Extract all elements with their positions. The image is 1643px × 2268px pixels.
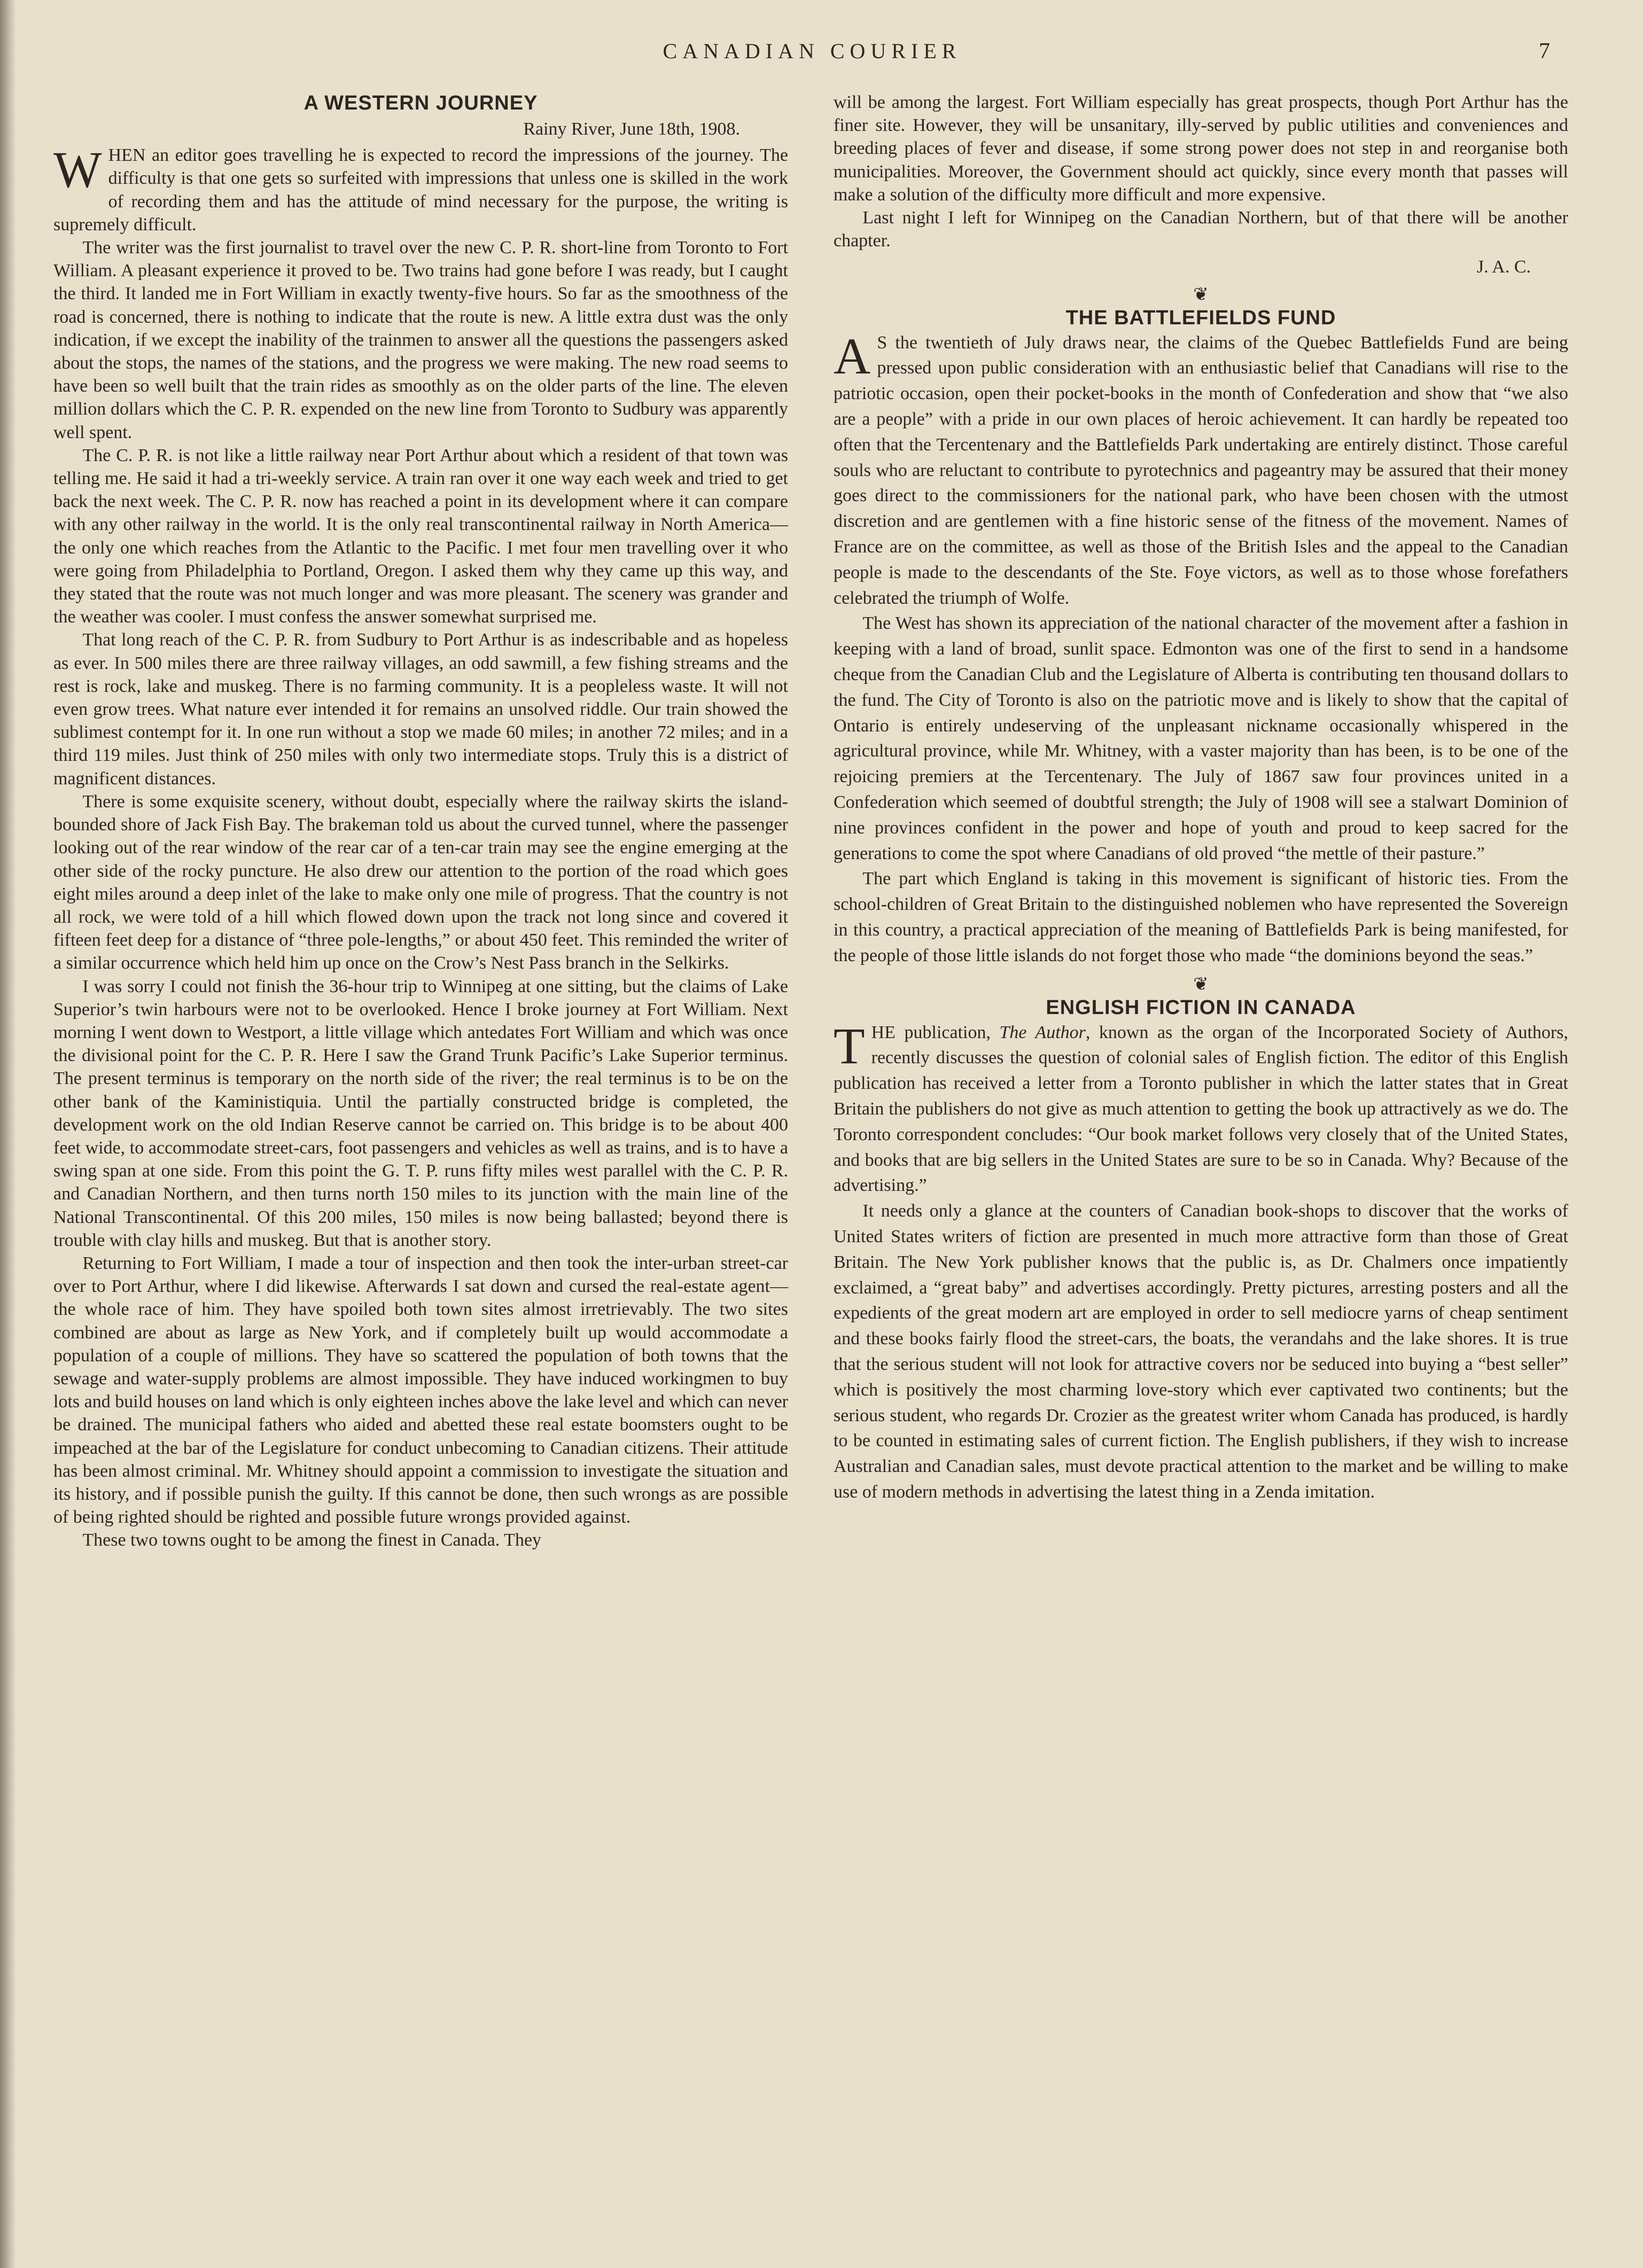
article-body [834,327,1568,969]
ornament-icon: ❦ [1193,974,1209,994]
running-head: CANADIAN COURIER [663,39,962,63]
article-title: THE BATTLEFIELDS FUND [1065,306,1336,329]
paragraph-text: S the twentieth of July draws near, the claims of the Quebec Battlefields Fund are being pressed upon public consideration with an enthusiastic belief that Canadians will rise to the patriotic occasion, open their pocket-books in the month of Confederation and show that “we also are a people” with a pride in our own places of heroic achievement. It can hardly be repeated too often that the Tercentenary and the Battlefields Park undertaking are entirely distinct. Those careful souls who are reluctant to contribute to pyrotechnics and pageantry may be assured that their money goes direct to the commissioners for the national park, who have been chosen with the utmost discretion and are gentlemen with a fine historic sense of the fitness of the movement. Names of France are on the committee, as well as those of the British Isles and the appeal to the Canadian people is made to the descendants of the Ste. Foye victors, as well as to those whose forefathers celebrated the triumph of Wolfe. [834,332,1568,608]
paragraph [834,1017,1568,1199]
paragraph [53,141,788,236]
paragraph: That long reach of the C. P. R. from Sudbury to Port Arthur is as indescribable and as hopeless as ever. In 500 miles there are three railway villages, an odd sawmill, a few fishing streams and the rest is rock, lake and muskeg. There is no farming community. It is a peopleless waste. It will not even grow trees. What nature ever intended it for remains an unsolved riddle. Our train showed the sublimest contempt for it. In one run without a stop we made 60 miles; in another 72 miles; and in a third 119 miles. Just think of 250 miles with only two intermediate stops. Truly this is a district of magnificent distances. [53,630,788,789]
paragraph [834,327,1568,611]
drop-cap: A [834,327,871,385]
left-column [53,91,788,1552]
ornament-icon: ❦ [1193,284,1209,305]
drop-cap: W [53,141,102,199]
paragraph: will be among the largest. Fort William especially has great prospects, though Port Arthur has the finer site. However, they will be unsanitary, illy-served by public utilities and conveniences and breeding places of fever and disease, if some strong power does not step in and reorganise both municipalities. Moreover, the Government should act quickly, since every month that passes will make a solution of the difficulty more difficult and more expensive. [834,92,1568,205]
author-initials: J. A. C. [1476,257,1531,277]
article-title: A WESTERN JOURNEY [303,92,538,114]
publication-name: The Author [999,1022,1086,1042]
paragraph: The West has shown its appreciation of the national character of the movement after a fashion in keeping with a land of broad, sunlit space. Edmonton was one of the first to send in a handsome cheque from the Canadian Club and the Legislature of Alberta is contributing ten thousand dollars to the fund. The City of Toronto is also on the patriotic move and is likely to show that the capital of Ontario is entirely undeserving of the unpleasant nickname occasionally whispered in the agricultural province, while Mr. Whitney, with a vaster majority than has been, is to be one of the rejoicing premiers at the Tercentenary. The July of 1867 saw four provinces united in a Confederation which seemed of doubtful strength; the July of 1908 will see a stalwart Dominion of nine provinces confident in the power and hope of youth and proud to keep sacred for the generations to come the spot where Canadians of old proved “the mettle of their pasture.” [834,613,1568,863]
right-column [834,91,1568,1505]
paragraph-text: HE publication, [871,1022,1000,1042]
paragraph: The writer was the first journalist to travel over the new C. P. R. short-line from Toronto to Fort William. A pleasant experience it proved to be. Two trains had gone before I was ready, but I caught the third. It landed me in Fort William in exactly twenty-five hours. So far as the smoothness of the road is concerned, there is nothing to indicate that the route is new. A little extra dust was the only indication, if we except the inability of the trainmen to answer all the questions the passengers asked about the stops, the names of the stations, and the progress we were making. The new road seems to have been so well built that the train rides as smoothly as on the older parts of the line. The eleven million dollars which the C. P. R. expended on the new line from Toronto to Sudbury was apparently well spent. [53,238,788,442]
article-dateline: Rainy River, June 18th, 1908. [523,119,740,139]
paragraph: It needs only a glance at the counters of Canadian book-shops to discover that the works of United States writers of fiction are presented in much more attractive form than those of Great Britain. The New York publisher knows that the public is, as Dr. Chalmers once impatiently exclaimed, a “great baby” and advertises accordingly. Pretty pictures, arresting posters and all the expedients of the great modern art are employed in order to sell mediocre yarns of cheap sentiment and these books fairly flood the street-cars, the boats, the verandahs and the lake shores. It is true that the serious student will not look for attractive covers nor be seduced into buying a “best seller” which is positively the most charming love-story which ever captivated two continents; but the serious student, who regards Dr. Crozier as the greatest writer whom Canada has produced, is hardly to be counted in estimating sales of current fiction. The English publishers, if they wish to increase Australian and Canadian sales, must devote practical attention to the market and be willing to make use of modern methods in advertising the latest thing in a Zenda imitation. [834,1201,1568,1502]
paragraph: The part which England is taking in this movement is significant of historic ties. From the school-children of Great Britain to the distinguished noblemen who have represented the Sovereign in this country, a practical appreciation of the meaning of Battlefields Park is being manifested, for the people of those little islands do not forget those who made “the dominions beyond the seas.” [834,869,1568,965]
paragraph: These two towns ought to be among the finest in Canada. They [82,1530,542,1550]
drop-cap: T [834,1017,865,1074]
paragraph-text: HEN an editor goes travelling he is expected to record the impressions of the journey. The difficulty is that one gets so surfeited with impressions that unless one is skilled in the work of recording them and has the attitude of mind necessary for the purpose, the writing is supremely difficult. [53,145,788,235]
paragraph: Returning to Fort William, I made a tour of inspection and then took the inter-urban street-car over to Port Arthur, where I did likewise. Afterwards I sat down and cursed the real-estate agent—the whole race of him. They have spoiled both town sites almost irretrievably. The two sites combined are about as large as New York, and if completely built up would accommodate a population of a couple of millions. They have so scattered the population of both towns that the sewage and water-supply problems are almost impossible. They have induced workingmen to buy lots and build houses on land which is only eighteen inches above the lake level and which can never be drained. The municipal fathers who aided and abetted these real estate boomsters ought to be impeached at the bar of the Legislature for conduct unbecoming to Canadian citizens. Their attitude has been almost criminal. Mr. Whitney should appoint a commission to investigate the situation and its history, and if possible punish the guilty. If this cannot be done, then such wrongs as are possible of being righted should be righted and possible future wrongs provided against. [53,1253,788,1527]
article-body [834,1017,1568,1505]
paragraph: There is some exquisite scenery, without doubt, especially where the railway skirts the island-bounded shore of Jack Fish Bay. The brakeman told us about the curved tunnel, where the passenger looking out of the rear window of the rear car of a ten-car train may see the engine emerging at the other side of the rocky puncture. He also drew our attention to the portion of the road which goes eight miles around a deep inlet of the lake to make only one mile of progress. That the country is not all rock, we were told of a hill which flowed down upon the track not long since and covered it fifteen feet deep for a distance of “three pole-lengths,” or about 450 feet. This reminded the writer of a similar occurrence which held him up once on the Crow’s Nest Pass branch in the Selkirks. [53,791,788,973]
paragraph: Last night I left for Winnipeg on the Canadian Northern, but of that there will be another chapter. [834,208,1568,251]
page-number: 7 [1539,39,1550,64]
article-title: ENGLISH FICTION IN CANADA [1046,996,1356,1019]
page-gutter-shadow [0,0,16,2268]
paragraph: I was sorry I could not finish the 36-hour trip to Winnipeg at one sitting, but the claims of Lake Superior’s twin harbours were not to be overlooked. Hence I broke journey at Fort William. Next morning I went down to Westport, a little village which antedates Fort William and which was once the divisional point for the C. P. R. Here I saw the Grand Trunk Pacific’s Lake Superior terminus. The present terminus is temporary on the north side of the river; the real terminus is to be on the other bank of the Kaministiquia. Until the partially constructed bridge is completed, the development work on the old Indian Reserve cannot be carried on. This bridge is to be about 400 feet wide, to accommodate street-cars, foot passengers and vehicles as well as trains, and is to have a swing span at one side. From this point the G. T. P. runs fifty miles west parallel with the C. P. R. and Canadian Northern, and then turns north 150 miles to its junction with the main line of the National Transcontinental. Of this 200 miles, 150 miles is now being ballasted; beyond there is trouble with clay hills and muskeg. But that is another story. [53,976,788,1250]
paragraph-text: , known as the organ of the Incorporated Society of Authors, recently discusses the question of colonial sales of English fiction. The editor of this English publication has received a letter from a Toronto publisher in which the latter states that in Great Britain the publishers do not give as much attention to getting the book up attractively as we do. The Toronto correspondent concludes: “Our book market follows very closely that of the United States, and books that are big sellers in the United States are sure to be so in Canada. Why? Because of the advertising.” [834,1022,1568,1196]
paragraph: The C. P. R. is not like a little railway near Port Arthur about which a resident of that town was telling me. He said it had a tri-weekly service. A train ran over it one way each week and tried to get back the next week. The C. P. R. now has reached a point in its development where it can compare with any other railway in the world. It is the only real transcontinental railway in North America—the only one which reaches from the Atlantic to the Pacific. I met four men travelling over it who were going from Philadelphia to Portland, Oregon. I asked them why they came up this way, and they stated that the route was not much longer and was more pleasant. The scenery was grander and the weather was cooler. I must confess the answer somewhat surprised me. [53,445,788,627]
